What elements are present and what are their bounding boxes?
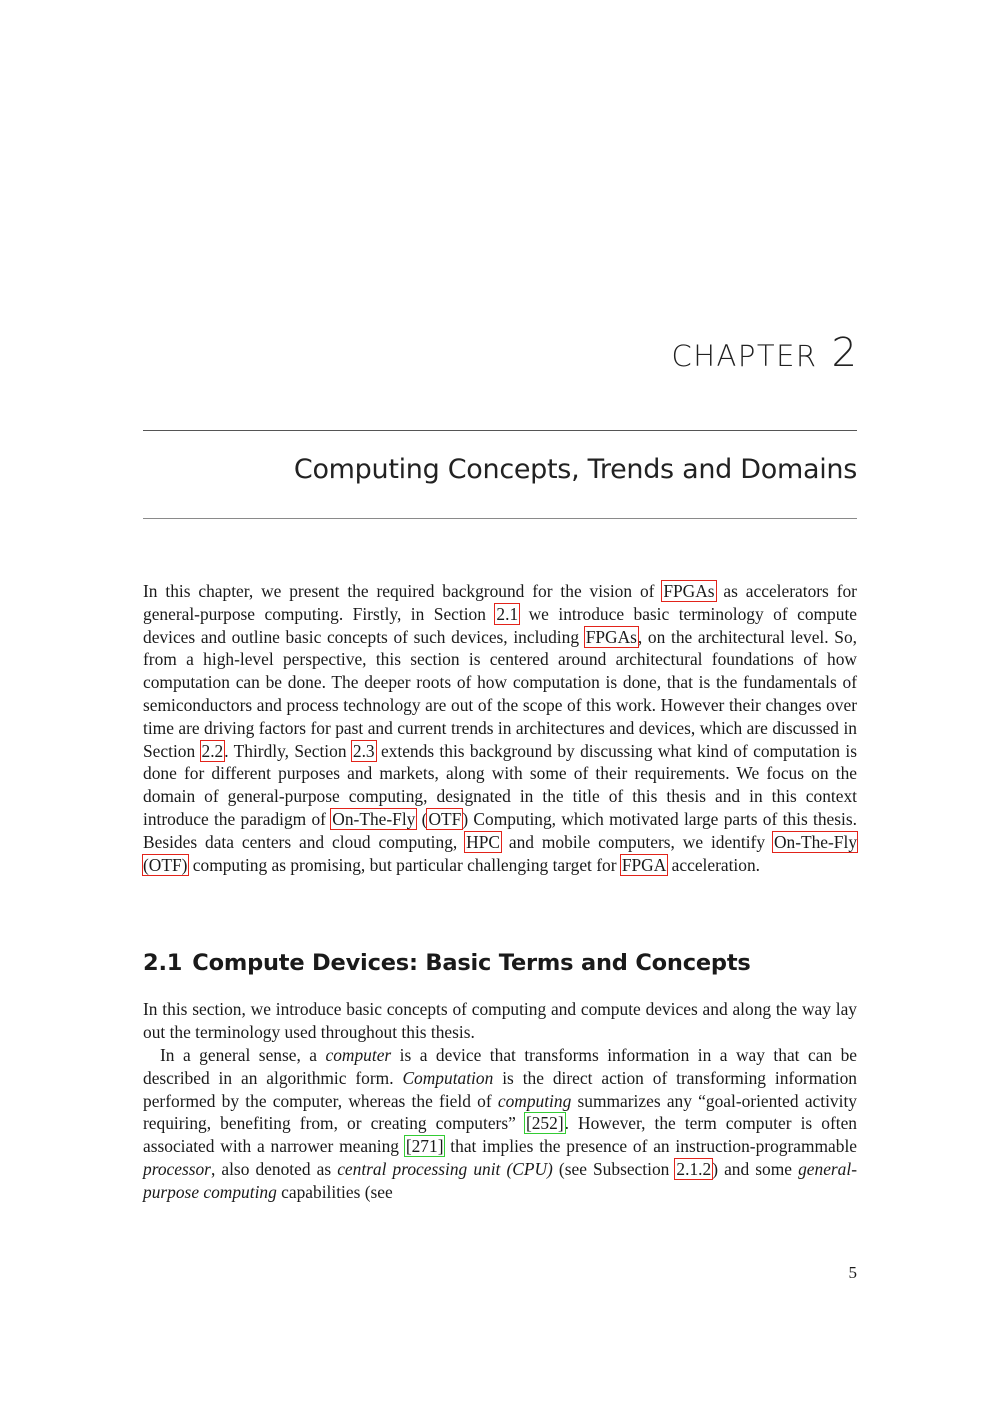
emphasis-term: Computation: [402, 1067, 494, 1088]
intro-text: In this chapter, we present the required background for the vision of: [143, 581, 663, 601]
body-text: is the direct action of transforming information performed by the computer, whereas the field of: [143, 1067, 857, 1111]
intro-text: ) Computing, which motivated large parts of this thesis. Besides data centers and cloud computing,: [143, 808, 857, 852]
intro-text: computing as promising, but particular challenging target for: [188, 854, 621, 875]
section-paragraph-2: [143, 1044, 857, 1204]
emphasis-term: computer: [325, 1045, 392, 1065]
section-link-2-2[interactable]: 2.2: [201, 740, 224, 761]
intro-text: extends this background by discussing what kind of computation is done for different purposes and markets, along with some of their requirements. We focus on the domain of general-purpose computing, designated in the title of this thesis and in this context introduce the paradigm of: [143, 740, 857, 829]
intro-text: (: [416, 808, 428, 829]
emphasis-term: general-purpose computing: [143, 1158, 857, 1202]
intro-text: as accelerators for general-purpose computing. Firstly, in Section: [143, 581, 857, 624]
acronym-link-hpc[interactable]: HPC: [466, 831, 500, 852]
acronym-link-otf[interactable]: OTF: [428, 808, 462, 829]
chapter-rule-bottom: [143, 518, 857, 519]
citation-link-252[interactable]: [252]: [525, 1113, 564, 1134]
intro-text: we introduce basic terminology of compute devices and outline basic concepts of such devices, including: [143, 603, 857, 647]
page-number: 5: [848, 1263, 857, 1282]
acronym-link-fpgas[interactable]: FPGAs: [663, 581, 715, 601]
section-link-2-3[interactable]: 2.3: [352, 740, 375, 761]
body-text: . However, the term computer is often associated with a narrower meaning: [143, 1113, 857, 1157]
body-text: ) and some: [712, 1158, 799, 1179]
acronym-link-fpga[interactable]: FPGA: [621, 854, 667, 875]
acronym-link-on-the-fly-otf[interactable]: On-The-Fly (OTF): [143, 831, 858, 875]
intro-text: . Thirdly, Section: [224, 740, 352, 761]
emphasis-term: central processing unit (CPU): [337, 1158, 553, 1179]
intro-text: and mobile computers, we identify: [501, 831, 773, 852]
chapter-word: CHAPTER: [671, 339, 818, 373]
emphasis-term: processor: [143, 1158, 211, 1179]
body-text: capabilities (see: [276, 1181, 393, 1202]
citation-link-271[interactable]: [271]: [405, 1136, 444, 1157]
section-link-2-1[interactable]: 2.1: [496, 603, 519, 624]
body-text: summarizes any “goal-oriented activity requiring, benefiting from, or creating computers”: [143, 1090, 857, 1134]
chapter-number: 2: [831, 330, 857, 376]
intro-text: , on the architectural level. So, from a high-level perspective, this section is centered around architectural foundations of how computation can be done. The deeper roots of how computation is done, that is the fundamentals of semiconductors and process technology are out of the scope of this work. However their changes over time are driving factors for past and current trends in architectures and devices, which are discussed in Section: [143, 626, 857, 761]
chapter-label: [671, 330, 857, 376]
section-title: Compute Devices: Basic Terms and Concepts: [192, 950, 751, 976]
chapter-title: Computing Concepts, Trends and Domains: [293, 454, 857, 485]
section-heading: [143, 950, 751, 976]
intro-text: acceleration.: [667, 854, 760, 875]
chapter-rule-top: [143, 430, 857, 431]
section-number: 2.1: [143, 950, 183, 976]
intro-paragraph: [143, 580, 857, 876]
acronym-link-on-the-fly[interactable]: On-The-Fly: [332, 808, 416, 829]
body-text: (see Subsection: [552, 1158, 676, 1179]
body-text: In a general sense, a: [160, 1045, 326, 1065]
body-text: , also denoted as: [210, 1158, 338, 1179]
acronym-link-fpgas[interactable]: FPGAs: [585, 626, 637, 647]
body-text: is a device that transforms information in a way that can be described in an algorithmic form.: [143, 1045, 857, 1088]
emphasis-term: computing: [497, 1090, 572, 1111]
section-paragraph-1: In this section, we introduce basic concepts of computing and compute devices and along the way lay out the terminology used throughout this thesis.: [143, 999, 857, 1042]
section-link-2-1-2[interactable]: 2.1.2: [676, 1158, 712, 1179]
body-text: that implies the presence of an instruction-programmable: [444, 1136, 857, 1157]
